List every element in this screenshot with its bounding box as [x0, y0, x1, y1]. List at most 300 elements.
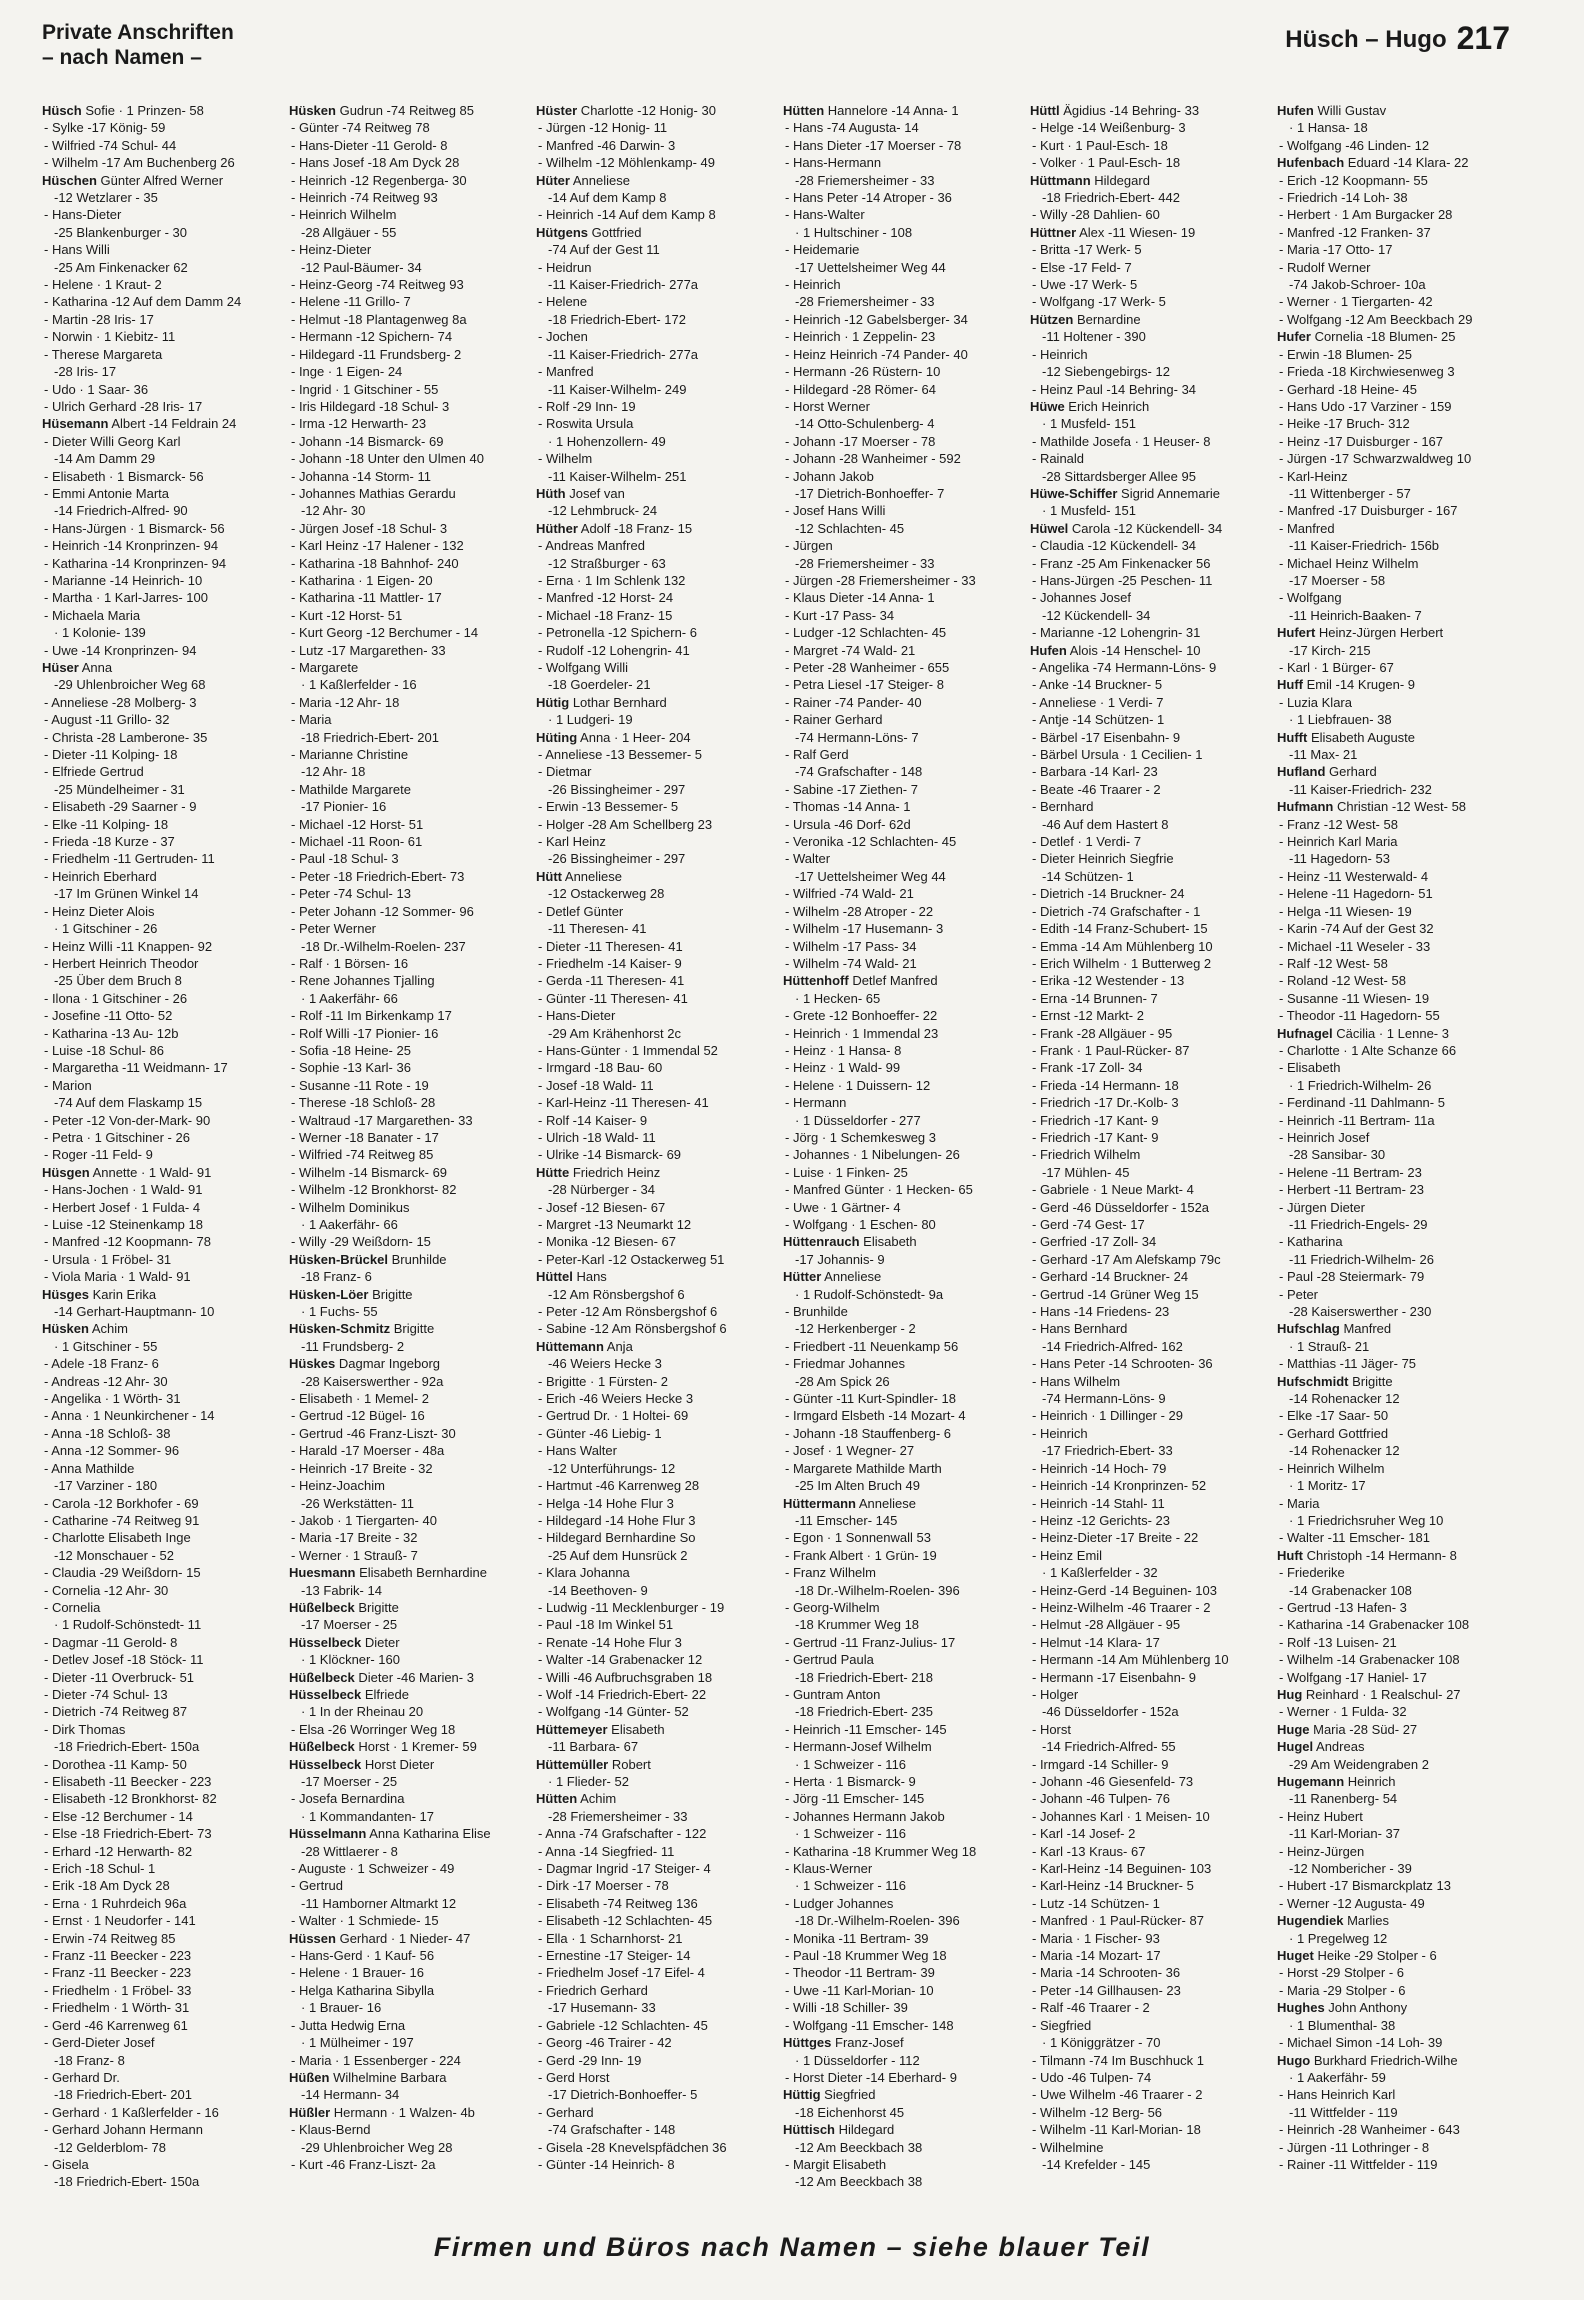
- directory-entry: - Werner · 1 Tiergarten- 42: [1279, 294, 1433, 310]
- directory-entry: - Katharina -18 Krummer Weg 18: [785, 1843, 977, 1859]
- directory-entry: - Marianne -14 Heinrich- 10: [44, 572, 203, 588]
- directory-entry: · 1 Schweizer - 116: [795, 1826, 907, 1842]
- directory-entry: - Anna Mathilde: [44, 1460, 135, 1476]
- directory-entry: -25 Im Alten Bruch 49: [795, 1478, 921, 1494]
- directory-entry: - Hans-Günter · 1 Immendal 52: [538, 1042, 718, 1058]
- directory-entry: Hütten Hannelore -14 Anna- 1: [783, 103, 959, 118]
- directory-entry: - Hans Peter -14 Schrooten- 36: [1032, 1356, 1213, 1372]
- directory-entry: - Petra Liesel -17 Steiger- 8: [785, 677, 944, 693]
- directory-entry: - Michael -11 Roon- 61: [291, 834, 423, 850]
- directory-entry: Hüsken Gudrun -74 Reitweg 85: [289, 103, 474, 118]
- directory-entry: - Katharina · 1 Eigen- 20: [291, 572, 433, 588]
- directory-entry: - Claudia -12 Kückendell- 34: [1032, 538, 1197, 554]
- directory-entry: -11 Kaiser-Friedrich- 277a: [548, 277, 699, 293]
- directory-entry: - Rudolf -12 Lohengrin- 41: [538, 642, 690, 658]
- directory-entry: - Antje -14 Schützen- 1: [1032, 712, 1165, 728]
- directory-entry: - Wolfgang -14 Günter- 52: [538, 1704, 689, 1720]
- directory-entry: - Günter -11 Theresen- 41: [538, 990, 688, 1006]
- section-title: [42, 20, 234, 70]
- directory-entry: Hützen Bernardine: [1030, 311, 1141, 327]
- directory-entry: Hüßelbeck Dieter -46 Marien- 3: [289, 1669, 474, 1685]
- directory-entry: - Johannes · 1 Nibelungen- 26: [785, 1147, 960, 1163]
- directory-entry: - Sophie -13 Karl- 36: [291, 1060, 411, 1076]
- directory-entry: - Josef Hans Willi: [785, 503, 886, 519]
- directory-entry: -28 Iris- 17: [54, 364, 117, 380]
- directory-entry: Hütgens Gottfried: [536, 224, 642, 240]
- directory-entry: -74 Auf der Gest 11: [548, 242, 660, 258]
- directory-entry: - Gerd -46 Düsseldorfer - 152a: [1032, 1199, 1210, 1215]
- directory-entry: - Georg -46 Trairer - 42: [538, 2035, 672, 2051]
- directory-entry: - Klaus-Bernd: [291, 2122, 371, 2138]
- directory-entry: - Heinrich -14 Stahl- 11: [1032, 1495, 1165, 1511]
- directory-entry: - Uwe -11 Karl-Morian- 10: [785, 1982, 934, 1998]
- directory-column-2: [289, 102, 524, 2212]
- directory-entry: Hugo Burkhard Friedrich-Wilhe: [1277, 2052, 1458, 2068]
- directory-entry: - Heidemarie: [785, 242, 860, 258]
- directory-entry: - Jürgen Josef -18 Schul- 3: [291, 520, 448, 536]
- directory-entry: Hüttig Siegfried: [783, 2087, 876, 2103]
- directory-entry: -17 Uettelsheimer Weg 44: [795, 868, 946, 884]
- directory-entry: - Katharina -14 Kronprinzen- 94: [44, 555, 227, 571]
- directory-entry: -11 Friedrich-Engels- 29: [1289, 1217, 1428, 1232]
- directory-entry: - Britta -17 Werk- 5: [1032, 242, 1142, 258]
- directory-entry: - Theodor -11 Hagedorn- 55: [1279, 1008, 1440, 1024]
- directory-entry: - Wolfgang -12 Am Beeckbach 29: [1279, 311, 1473, 327]
- directory-entry: - Rolf -11 Im Birkenkamp 17: [291, 1008, 452, 1024]
- directory-entry: - Hildegard -28 Römer- 64: [785, 381, 937, 397]
- directory-entry: · 1 Ludgeri- 19: [548, 712, 633, 728]
- directory-entry: - Wilhelm -12 Bronkhorst- 82: [291, 1182, 457, 1198]
- directory-entry: Hütter Anneliese: [783, 1269, 882, 1285]
- directory-entry: - Wolfgang: [1279, 590, 1342, 606]
- directory-entry: - Dietrich -14 Bruckner- 24: [1032, 886, 1185, 902]
- directory-entry: - Monika -11 Bertram- 39: [785, 1930, 929, 1946]
- directory-entry: - Catharine -74 Reitweg 91: [44, 1512, 200, 1528]
- directory-entry: - Frank -17 Zoll- 34: [1032, 1060, 1143, 1076]
- directory-entry: · 1 Schweizer - 116: [795, 1756, 907, 1772]
- directory-entry: · 1 Schweizer - 116: [795, 1878, 907, 1894]
- directory-entry: - Karl-Heinz -14 Bruckner- 5: [1032, 1878, 1194, 1894]
- directory-entry: -74 Grafschafter - 148: [795, 764, 923, 780]
- directory-entry: Hugel Andreas: [1277, 1739, 1365, 1755]
- directory-entry: Hüsselmann Anna Katharina Elise: [289, 1826, 491, 1842]
- directory-entry: - Gertrud Paula: [785, 1652, 874, 1668]
- directory-entry: - Heinz Paul -14 Behring- 34: [1032, 381, 1197, 397]
- directory-entry: · 1 Aakerfähr- 66: [301, 1217, 398, 1232]
- directory-entry: - Dieter Heinrich Siegfrie: [1032, 851, 1174, 867]
- directory-entry: - Manfred Günter · 1 Hecken- 65: [785, 1182, 973, 1198]
- directory-entry: - Heinz Hubert: [1279, 1808, 1363, 1824]
- directory-entry: - Erna · 1 Im Schlenk 132: [538, 572, 686, 588]
- directory-entry: - Manfred -12 Horst- 24: [538, 590, 674, 606]
- directory-entry: - Heinrich -12 Regenberga- 30: [291, 172, 467, 188]
- directory-entry: - Inge · 1 Eigen- 24: [291, 364, 403, 380]
- directory-entry: Hüwe-Schiffer Sigrid Annemarie: [1030, 485, 1221, 501]
- directory-entry: - Claudia -29 Weißdorn- 15: [44, 1565, 201, 1581]
- directory-entry: -18 Friedrich-Ebert- 201: [54, 2087, 192, 2103]
- directory-entry: - Wilhelm -28 Atroper - 22: [785, 903, 934, 919]
- directory-entry: -18 Dr.-Wilhelm-Roelen- 237: [301, 938, 466, 954]
- directory-entry: - Ursula -46 Dorf- 62d: [785, 816, 911, 832]
- directory-entry: - Jörg -11 Emscher- 145: [785, 1791, 925, 1807]
- directory-entry: -26 Bissingheimer - 297: [548, 851, 686, 867]
- directory-entry: -18 Krummer Weg 18: [795, 1617, 920, 1633]
- directory-entry: - Elisabeth -74 Reitweg 136: [538, 1895, 698, 1911]
- directory-entry: - Peter -28 Wanheimer - 655: [785, 660, 950, 675]
- directory-entry: - Roger -11 Feld- 9: [44, 1147, 153, 1163]
- directory-entry: - Herta · 1 Bismarck- 9: [785, 1774, 916, 1789]
- directory-entry: · 1 Flieder- 52: [548, 1774, 629, 1789]
- directory-entry: - Gabriele -12 Schlachten- 45: [538, 2017, 708, 2033]
- directory-entry: - Horst -29 Stolper - 6: [1279, 1965, 1404, 1981]
- directory-entry: Hüster Charlotte -12 Honig- 30: [536, 103, 716, 118]
- directory-entry: - Wilhelm -12 Berg- 56: [1032, 2104, 1163, 2120]
- directory-entry: - Gisela -28 Knevelspfädchen 36: [538, 2139, 727, 2155]
- directory-entry: - Marianne -12 Lohengrin- 31: [1032, 625, 1201, 641]
- directory-entry: Hüttemeyer Elisabeth: [536, 1721, 665, 1737]
- directory-entry: -46 Auf dem Hastert 8: [1042, 816, 1169, 832]
- directory-entry: - Manfred -12 Franken- 37: [1279, 224, 1431, 240]
- directory-entry: - Gerhard -17 Am Alefskamp 79c: [1032, 1251, 1221, 1267]
- directory-entry: - Katharina: [1279, 1234, 1343, 1250]
- directory-entry: Hütig Lothar Bernhard: [536, 694, 667, 710]
- directory-entry: Hüttenrauch Elisabeth: [783, 1234, 917, 1250]
- directory-entry: -13 Fabrik- 14: [301, 1582, 382, 1598]
- directory-entry: -14 Rohenacker 12: [1289, 1443, 1400, 1459]
- directory-entry: -14 Krefelder - 145: [1042, 2156, 1151, 2172]
- directory-entry: - Friedrich Gerhard: [538, 1982, 648, 1998]
- directory-entry: -18 Goerdeler- 21: [548, 677, 651, 693]
- directory-entry: Hütten Achim: [536, 1791, 617, 1807]
- directory-entry: · 1 Moritz- 17: [1289, 1478, 1366, 1494]
- directory-entry: -12 Am Rönsbergshof 6: [548, 1286, 685, 1302]
- directory-entry: - Herbert Heinrich Theodor: [44, 955, 199, 971]
- directory-entry: - Johannes Karl · 1 Meisen- 10: [1032, 1808, 1210, 1824]
- directory-entry: - Norwin · 1 Kiebitz- 11: [44, 329, 176, 345]
- directory-entry: - Elke -17 Saar- 50: [1279, 1408, 1389, 1424]
- page-range-header: [1285, 20, 1510, 57]
- directory-entry: - Hermann: [785, 1095, 847, 1111]
- directory-entry: - Gertrud -14 Grüner Weg 15: [1032, 1286, 1199, 1302]
- directory-entry: - Thomas -14 Anna- 1: [785, 799, 911, 815]
- directory-entry: Huft Christoph -14 Hermann- 8: [1277, 1547, 1457, 1563]
- directory-entry: - Siegfried: [1032, 2017, 1092, 2033]
- directory-entry: -28 Am Spick 26: [795, 1373, 890, 1389]
- directory-entry: -28 Sansibar- 30: [1289, 1147, 1386, 1163]
- directory-entry: - Wilhelmine: [1032, 2139, 1104, 2155]
- directory-entry: - Georg-Wilhelm: [785, 1599, 880, 1615]
- directory-entry: Hüter Anneliese: [536, 172, 630, 188]
- directory-entry: Hufland Gerhard: [1277, 764, 1377, 780]
- directory-entry: - Heinrich Wilhelm: [291, 207, 397, 223]
- directory-entry: -11 Heinrich-Baaken- 7: [1289, 607, 1422, 623]
- directory-entry: - Frank Albert · 1 Grün- 19: [785, 1547, 937, 1563]
- name-range: Hüsch – Hugo: [1285, 26, 1447, 53]
- directory-entry: - Erwin -13 Bessemer- 5: [538, 799, 679, 815]
- directory-entry: Hütt Anneliese: [536, 868, 622, 884]
- directory-entry: - Cornelia: [44, 1599, 101, 1615]
- directory-entry: - Anna · 1 Neunkirchener - 14: [44, 1408, 215, 1424]
- directory-entry: - Klaus Dieter -14 Anna- 1: [785, 590, 935, 606]
- directory-entry: Hüsemann Albert -14 Feldrain 24: [42, 416, 237, 432]
- directory-entry: -28 Wittlaerer - 8: [301, 1843, 398, 1859]
- directory-entry: - Brunhilde: [785, 1304, 848, 1320]
- directory-entry: - Paul -18 Krummer Weg 18: [785, 1948, 947, 1964]
- directory-entry: - Karl Heinz: [538, 834, 606, 850]
- directory-entry: - Wolfgang Willi: [538, 660, 629, 675]
- directory-entry: - Michael Heinz Wilhelm: [1279, 555, 1419, 571]
- directory-entry: - Beate -46 Traarer - 2: [1032, 781, 1161, 797]
- directory-entry: - Manfred -17 Duisburger - 167: [1279, 503, 1458, 519]
- directory-entry: · 1 Fuchs- 55: [301, 1304, 378, 1320]
- directory-entry: - Heinrich Eberhard: [44, 868, 157, 884]
- directory-entry: - Katharina -13 Au- 12b: [44, 1025, 179, 1041]
- directory-entry: - Detlef Günter: [538, 903, 624, 919]
- directory-entry: - Erich -18 Schul- 1: [44, 1861, 156, 1877]
- directory-columns: [42, 102, 1512, 2212]
- directory-column-3: [536, 102, 771, 2212]
- directory-entry: - Wilfried -74 Schul- 44: [44, 137, 177, 153]
- directory-entry: - Michael -18 Franz- 15: [538, 607, 673, 623]
- directory-entry: - Margarete Mathilde Marth: [785, 1460, 942, 1476]
- directory-entry: - Karl · 1 Bürger- 67: [1279, 660, 1394, 675]
- directory-entry: · 1 Hecken- 65: [795, 990, 881, 1006]
- directory-entry: - Johann -14 Bismarck- 69: [291, 433, 444, 449]
- directory-entry: -14 Beethoven- 9: [548, 1582, 648, 1598]
- directory-entry: -18 Franz- 8: [54, 2052, 125, 2068]
- directory-entry: -18 Friedrich-Ebert- 172: [548, 311, 686, 327]
- directory-entry: Hug Reinhard · 1 Realschul- 27: [1277, 1686, 1461, 1702]
- directory-entry: · 1 Kolonie- 139: [54, 625, 146, 641]
- directory-entry: - Erich -46 Weiers Hecke 3: [538, 1391, 694, 1407]
- directory-entry: - Luise -18 Schul- 86: [44, 1042, 164, 1058]
- directory-entry: - Johannes Hermann Jakob: [785, 1808, 945, 1824]
- directory-entry: - Jutta Hedwig Erna: [291, 2017, 406, 2033]
- directory-entry: -74 Grafschafter - 148: [548, 2122, 676, 2138]
- directory-entry: -14 Friedrich-Alfred- 162: [1042, 1338, 1183, 1354]
- directory-entry: - Heinz-Dieter: [291, 242, 372, 258]
- directory-entry: -74 Hermann-Löns- 7: [795, 729, 919, 745]
- directory-entry: -17 Moerser - 25: [301, 1617, 398, 1633]
- directory-entry: - Gerd -29 Inn- 19: [538, 2052, 642, 2068]
- directory-entry: - Charlotte · 1 Alte Schanze 66: [1279, 1042, 1457, 1058]
- directory-entry: - Manfred · 1 Paul-Rücker- 87: [1032, 1913, 1204, 1929]
- directory-entry: - Peter -74 Schul- 13: [291, 886, 411, 902]
- directory-entry: - Elisabeth · 1 Bismarck- 56: [44, 468, 204, 484]
- directory-entry: -17 Mühlen- 45: [1042, 1164, 1130, 1180]
- directory-entry: - Wilhelm: [538, 451, 593, 467]
- directory-entry: Hüther Adolf -18 Franz- 15: [536, 520, 693, 536]
- directory-entry: -11 Kaiser-Friedrich- 156b: [1289, 538, 1440, 554]
- directory-entry: Hüsken-Brückel Brunhilde: [289, 1251, 447, 1267]
- directory-entry: - Gertrud -46 Franz-Liszt- 30: [291, 1425, 456, 1441]
- directory-entry: Hüttemann Anja: [536, 1338, 633, 1354]
- directory-entry: - Klaus-Werner: [785, 1861, 873, 1877]
- directory-entry: - Hartmut -46 Karrenweg 28: [538, 1478, 700, 1494]
- directory-entry: - Udo -46 Tulpen- 74: [1032, 2069, 1152, 2085]
- directory-entry: - Rainer -74 Pander- 40: [785, 694, 922, 710]
- directory-entry: - Ilona · 1 Gitschiner - 26: [44, 990, 188, 1006]
- directory-entry: - Anneliese · 1 Verdi- 7: [1032, 694, 1164, 710]
- directory-entry: - Lutz -14 Schützen- 1: [1032, 1895, 1160, 1911]
- directory-entry: - Josefine -11 Otto- 52: [44, 1008, 173, 1024]
- directory-entry: · 1 Klöckner- 160: [301, 1652, 400, 1668]
- directory-entry: - Tilmann -74 Im Buschhuck 1: [1032, 2052, 1204, 2068]
- directory-entry: · 1 Kaßlerfelder - 16: [301, 677, 417, 693]
- directory-entry: - Erhard -12 Herwarth- 82: [44, 1843, 193, 1859]
- directory-entry: - Hans-Jochen · 1 Wald- 91: [44, 1182, 203, 1198]
- directory-entry: Hüttisch Hildegard: [783, 2122, 895, 2138]
- directory-entry: - Wolf -14 Friedrich-Ebert- 22: [538, 1686, 707, 1702]
- directory-entry: - Rene Johannes Tjalling: [291, 973, 435, 989]
- directory-entry: - Helga -14 Hohe Flur 3: [538, 1495, 674, 1511]
- directory-entry: Hufenbach Eduard -14 Klara- 22: [1277, 155, 1469, 171]
- directory-entry: - Sabine -17 Ziethen- 7: [785, 781, 918, 797]
- directory-entry: - Guntram Anton: [785, 1686, 881, 1702]
- footer-note: Firmen und Büros nach Namen – siehe blauer Teil: [433, 2232, 1151, 2262]
- directory-entry: · 1 Rudolf-Schönstedt- 11: [54, 1617, 202, 1633]
- directory-entry: Hugemann Heinrich: [1277, 1774, 1396, 1789]
- directory-entry: · 1 Hansa- 18: [1289, 120, 1368, 136]
- directory-entry: -12 Wetzlarer - 35: [54, 190, 158, 206]
- directory-entry: Hufmann Christian -12 West- 58: [1277, 799, 1467, 815]
- directory-entry: - Heinrich -74 Reitweg 93: [291, 190, 438, 206]
- directory-entry: - Peter -12 Am Rönsbergshof 6: [538, 1304, 718, 1320]
- directory-entry: - Margret -74 Wald- 21: [785, 642, 916, 658]
- directory-entry: -17 Moerser - 58: [1289, 572, 1386, 588]
- directory-entry: Huget Heike -29 Stolper - 6: [1277, 1948, 1437, 1964]
- directory-entry: · 1 Rudolf-Schönstedt- 9a: [795, 1286, 944, 1302]
- directory-entry: · 1 Mülheimer - 197: [301, 2035, 414, 2051]
- directory-entry: - Johann -18 Stauffenberg- 6: [785, 1425, 951, 1441]
- directory-entry: Hüwe Erich Heinrich: [1030, 398, 1150, 414]
- directory-entry: - Hermann -26 Rüstern- 10: [785, 364, 941, 380]
- directory-entry: Hüttmann Hildegard: [1030, 172, 1150, 188]
- directory-entry: -28 Friemersheimer - 33: [795, 294, 935, 310]
- directory-entry: - Iris Hildegard -18 Schul- 3: [291, 398, 450, 414]
- directory-entry: - Maria: [291, 712, 332, 728]
- directory-entry: - Dietrich -74 Reitweg 87: [44, 1704, 188, 1720]
- directory-entry: - Ernst -12 Markt- 2: [1032, 1008, 1144, 1024]
- directory-entry: - Martha · 1 Karl-Jarres- 100: [44, 590, 208, 606]
- directory-entry: - Michael -11 Weseler - 33: [1279, 938, 1431, 954]
- directory-entry: - Wolfgang -17 Haniel- 17: [1279, 1669, 1427, 1685]
- directory-entry: - Heinz -17 Duisburger - 167: [1279, 433, 1444, 449]
- directory-entry: - Peter -12 Von-der-Mark- 90: [44, 1112, 211, 1128]
- directory-entry: - Rolf Willi -17 Pionier- 16: [291, 1025, 439, 1041]
- directory-entry: - Charlotte Elisabeth Inge: [44, 1530, 191, 1546]
- directory-entry: - Erna · 1 Ruhrdeich 96a: [44, 1895, 187, 1911]
- directory-entry: - Ralf Gerd: [785, 747, 849, 763]
- directory-entry: - Peter: [1279, 1286, 1319, 1302]
- directory-entry: - Ferdinand -11 Dahlmann- 5: [1279, 1095, 1445, 1111]
- directory-entry: - Werner · 1 Fulda- 32: [1279, 1704, 1407, 1720]
- directory-entry: Hüser Anna: [42, 660, 113, 675]
- directory-entry: -11 Hamborner Altmarkt 12: [301, 1895, 457, 1911]
- directory-entry: - Willi -46 Aufbruchsgraben 18: [538, 1669, 713, 1685]
- directory-entry: - Kurt · 1 Paul-Esch- 18: [1032, 137, 1168, 153]
- directory-entry: - Heinz -12 Gerichts- 23: [1032, 1512, 1170, 1528]
- directory-entry: -74 Hermann-Löns- 9: [1042, 1391, 1166, 1407]
- directory-entry: - Volker · 1 Paul-Esch- 18: [1032, 155, 1181, 171]
- directory-entry: · 1 Friedrichsruher Weg 10: [1289, 1512, 1444, 1528]
- directory-entry: - Else -18 Friedrich-Ebert- 73: [44, 1826, 212, 1842]
- section-title-line-2: – nach Namen –: [42, 46, 202, 69]
- directory-entry: - Elisabeth -29 Saarner - 9: [44, 799, 197, 815]
- directory-entry: - Rudolf Werner: [1279, 259, 1371, 275]
- directory-entry: - Josef -12 Biesen- 67: [538, 1199, 666, 1215]
- directory-entry: - Helga -11 Wiesen- 19: [1279, 903, 1412, 919]
- directory-entry: - Ralf · 1 Börsen- 16: [291, 955, 409, 971]
- directory-entry: - Herbert Josef · 1 Fulda- 4: [44, 1199, 201, 1215]
- directory-entry: - Carola -12 Borkhofer - 69: [44, 1495, 199, 1511]
- directory-entry: Hüßen Wilhelmine Barbara: [289, 2069, 447, 2085]
- directory-entry: -11 Friedrich-Wilhelm- 26: [1289, 1251, 1434, 1267]
- directory-entry: - Heinrich -11 Bertram- 11a: [1279, 1112, 1435, 1128]
- directory-entry: -17 Johannis- 9: [795, 1251, 885, 1267]
- directory-entry: - Elsa -26 Worringer Weg 18: [291, 1721, 456, 1737]
- directory-entry: · 1 Pregelweg 12: [1289, 1930, 1388, 1946]
- directory-entry: - Margaretha -11 Weidmann- 17: [44, 1060, 228, 1076]
- directory-entry: - Maria: [1279, 1495, 1320, 1511]
- directory-entry: -25 Über dem Bruch 8: [54, 973, 182, 989]
- directory-entry: -12 Am Beeckbach 38: [795, 2174, 923, 2190]
- directory-entry: - Irmgard Elsbeth -14 Mozart- 4: [785, 1408, 966, 1424]
- section-title-line-1: Private Anschriften: [42, 21, 234, 44]
- directory-entry: - Karl Heinz -17 Halener - 132: [291, 538, 464, 554]
- directory-entry: - Elisabeth -12 Schlachten- 45: [538, 1913, 713, 1929]
- directory-entry: - Hermann -17 Eisenbahn- 9: [1032, 1669, 1197, 1685]
- directory-entry: - Rolf -14 Kaiser- 9: [538, 1112, 648, 1128]
- directory-entry: - Hermann -12 Spichern- 74: [291, 329, 453, 345]
- directory-entry: -12 Paul-Bäumer- 34: [301, 259, 422, 275]
- directory-entry: -11 Ranenberg- 54: [1289, 1791, 1398, 1807]
- directory-entry: - Willy -28 Dahlien- 60: [1032, 207, 1160, 223]
- directory-entry: Hüsselbeck Horst Dieter: [289, 1756, 435, 1772]
- directory-entry: - Ralf -46 Traarer - 2: [1032, 2000, 1150, 2016]
- directory-entry: - Mathilde Josefa · 1 Heuser- 8: [1032, 433, 1211, 449]
- directory-entry: - Marianne Christine: [291, 747, 409, 763]
- directory-entry: - Udo · 1 Saar- 36: [44, 381, 149, 397]
- directory-entry: - Veronika -12 Schlachten- 45: [785, 834, 957, 850]
- directory-entry: - Helge -14 Weißenburg- 3: [1032, 120, 1186, 136]
- directory-entry: - Gertrud -11 Franz-Julius- 17: [785, 1634, 956, 1650]
- directory-entry: -12 Ostackerweg 28: [548, 886, 665, 902]
- directory-entry: - Johannes Josef: [1032, 590, 1132, 606]
- directory-entry: Hufnagel Cäcilia · 1 Lenne- 3: [1277, 1025, 1449, 1041]
- directory-entry: · 1 Brauer- 16: [301, 2000, 382, 2016]
- directory-entry: - Susanne -11 Wiesen- 19: [1279, 990, 1430, 1006]
- directory-entry: · 1 Hultschiner - 108: [795, 224, 913, 240]
- directory-entry: - Hans -14 Friedens- 23: [1032, 1304, 1170, 1320]
- directory-entry: - Therese -18 Schloß- 28: [291, 1095, 436, 1111]
- directory-entry: Hüsken Achim: [42, 1321, 128, 1337]
- directory-entry: - Franz -11 Beecker - 223: [44, 1965, 192, 1981]
- directory-entry: -17 Dietrich-Bonhoeffer- 7: [795, 485, 945, 501]
- directory-entry: - Susanne -11 Rote - 19: [291, 1077, 429, 1093]
- directory-entry: -28 Friemersheimer - 33: [795, 555, 935, 571]
- directory-column-4: [783, 102, 1018, 2212]
- directory-entry: - Heinrich · 1 Immendal 23: [785, 1025, 939, 1041]
- directory-entry: - Adele -18 Franz- 6: [44, 1356, 159, 1372]
- directory-entry: - Werner -12 Augusta- 49: [1279, 1895, 1425, 1911]
- directory-entry: - Luise -12 Steinenkamp 18: [44, 1217, 203, 1232]
- directory-entry: -18 Friedrich-Ebert- 201: [301, 729, 439, 745]
- directory-entry: - Ludger -12 Schlachten- 45: [785, 625, 947, 641]
- directory-entry: - Heinz-Wilhelm -46 Traarer - 2: [1032, 1599, 1211, 1615]
- directory-entry: -12 Nombericher - 39: [1289, 1861, 1412, 1877]
- directory-entry: - Gertrud -13 Hafen- 3: [1279, 1599, 1407, 1615]
